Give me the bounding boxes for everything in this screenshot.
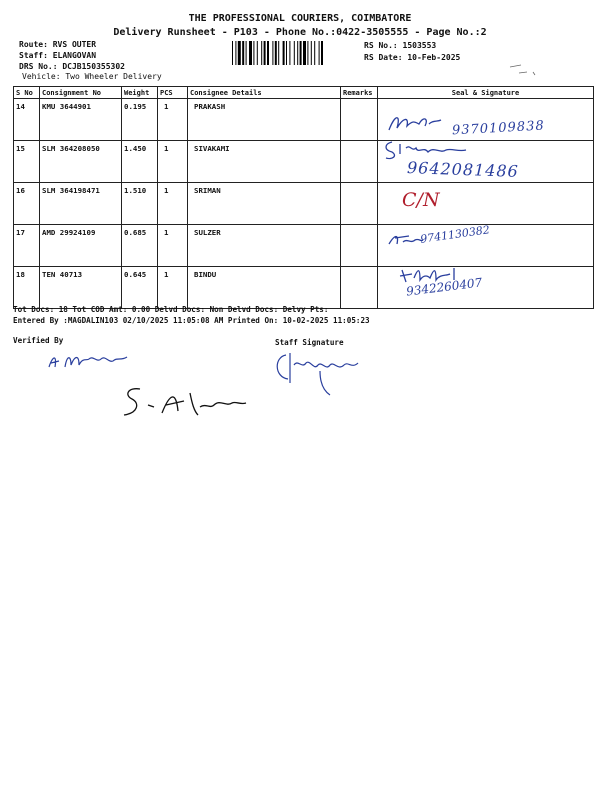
vehicle-label: Vehicle: Two Wheeler Delivery [22,72,162,81]
col-header-sno: S No [14,87,40,99]
cell-weight: 0.685 [122,225,158,267]
col-header-consignment: Consignment No [40,87,122,99]
cell-remarks [341,267,378,309]
cell-consignee: SIVAKAMI [188,141,341,183]
verifier-signature [45,347,135,375]
stray-ink-mark [505,60,545,80]
cell-consignment: SLM 364198471 [40,183,122,225]
cell-sno: 16 [14,183,40,225]
cell-consignment: AMD 29924109 [40,225,122,267]
cell-consignee: BINDU [188,267,341,309]
cell-remarks [341,99,378,141]
cell-sno: 18 [14,267,40,309]
handwritten-phone-15: 9642081486 [406,158,520,181]
table-row [14,225,594,267]
cell-pcs: 1 [158,99,188,141]
entered-by-line: Entered By :MAGDALIN103 02/10/2025 11:05:08 AM Printed On: 10-02-2025 11:05:23 [13,316,370,325]
cell-sno: 15 [14,141,40,183]
staff-signature-label: Staff Signature [275,338,344,347]
handwritten-phone-14: 9370109838 [451,118,546,139]
table-row [14,267,594,309]
cell-weight: 1.510 [122,183,158,225]
cell-consignee: SULZER [188,225,341,267]
handwritten-signature-17 [385,228,425,252]
cell-pcs: 1 [158,183,188,225]
col-header-remarks: Remarks [341,87,378,99]
drs-number: DRS No.: DCJB150355302 [19,62,125,71]
col-header-pcs: PCS [158,87,188,99]
route-label: Route: RVS OUTER [19,40,97,49]
handwritten-cn-mark: C/N [402,189,440,211]
cell-weight: 0.645 [122,267,158,309]
totals-line: Tot Docs: 18 Tot COD Amt: 0.00 Delvd Docs: Non Delvd Docs: Delvy Pts: [13,305,329,314]
col-header-signature: Seal & Signature [378,87,594,99]
cell-consignment: SLM 364208050 [40,141,122,183]
col-header-consignee: Consignee Details [188,87,341,99]
verified-by-label: Verified By [13,336,64,345]
cell-sno: 17 [14,225,40,267]
handwritten-phone-17: 9741130382 [419,223,491,246]
cell-weight: 0.195 [122,99,158,141]
handwritten-signature-black [118,383,253,423]
handwritten-signature-14 [385,110,445,138]
rs-date: RS Date: 10-Feb-2025 [364,53,461,62]
cell-consignee: SRIMAN [188,183,341,225]
table-row [14,183,594,225]
cell-consignment: KMU 3644901 [40,99,122,141]
col-header-weight: Weight [122,87,158,99]
runsheet-table [13,86,594,309]
cell-weight: 1.450 [122,141,158,183]
cell-consignee: PRAKASH [188,99,341,141]
cell-pcs: 1 [158,267,188,309]
rs-number: RS No.: 1503553 [364,41,437,50]
cell-pcs: 1 [158,141,188,183]
cell-remarks [341,183,378,225]
staff-signature [270,349,365,401]
cell-sno: 14 [14,99,40,141]
cell-consignment: TEN 40713 [40,267,122,309]
table-header-row [14,87,594,99]
barcode-image [232,41,360,65]
document-subtitle: Delivery Runsheet - P103 - Phone No.:0422-3505555 - Page No.:2 [113,27,487,38]
handwritten-phone-18: 9342260407 [405,275,483,299]
cell-remarks [341,141,378,183]
cell-remarks [341,225,378,267]
document-title: THE PROFESSIONAL COURIERS, COIMBATORE [188,13,412,24]
staff-label: Staff: ELANGOVAN [19,51,97,60]
cell-pcs: 1 [158,225,188,267]
